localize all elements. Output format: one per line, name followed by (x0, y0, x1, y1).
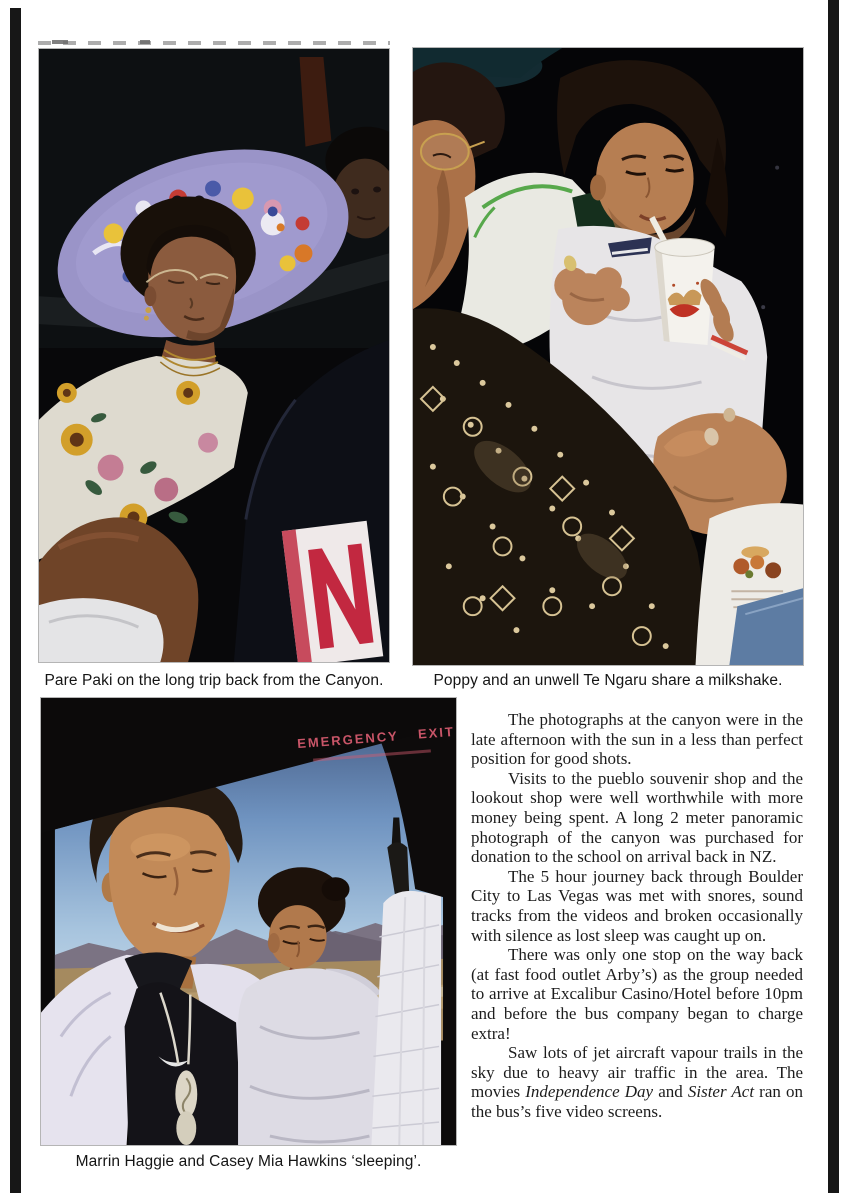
photo-pare-paki-illustration (39, 49, 389, 662)
photo-pare-paki-sleeping (38, 48, 390, 663)
caption-poppy-te-ngaru: Poppy and an unwell Te Ngaru share a milkshake. (433, 672, 783, 689)
scan-dash-artifact (38, 41, 390, 45)
article-paragraph: The 5 hour journey back through Boulder City to Las Vegas was met with snores, sound tracks from the videos and broken occasionally with silence as lost sleep was caught up on. (471, 866, 803, 945)
scan-edge-bar-right (828, 0, 839, 1193)
article-paragraphs (471, 710, 803, 1121)
emergency-exit-label: EMERGENCY EXIT (296, 723, 456, 752)
article-paragraph: Saw lots of jet aircraft vapour trails in the sky due to heavy air traffic in the area. The movies Independence Day and Sister Act ran on the bus’s five video screens. (471, 1043, 804, 1121)
article-paragraph: Visits to the pueblo souvenir shop and the lookout shop were well worthwhile with more money being spent. A long 2 meter panoramic photograph of the canyon was purchased for donation to the school on arrival back in NZ. (471, 768, 803, 867)
scan-mark (140, 40, 150, 44)
caption-marrin-casey: Marrin Haggie and Casey Mia Hawkins ‘sleeping’. (75, 1153, 422, 1170)
caption-pare-paki: Pare Paki on the long trip back from the Canyon. (44, 672, 384, 689)
article-paragraph: The photographs at the canyon were in the late afternoon with the sun in a less than perfect position for good shots. (471, 710, 803, 769)
scan-edge-bar-left (10, 8, 21, 1193)
scan-mark (52, 40, 68, 44)
photo-milkshake-illustration (413, 48, 803, 665)
photo-bus-window-illustration (41, 698, 456, 1145)
photo-marrin-casey-bus (40, 697, 457, 1146)
photo-poppy-te-ngaru-milkshake (412, 47, 804, 666)
article-paragraph: There was only one stop on the way back (at fast food outlet Arby’s) as the group needed to arrive at Excalibur Casino/Hotel before 10pm and before the bus company began to charge extra! (471, 945, 803, 1043)
